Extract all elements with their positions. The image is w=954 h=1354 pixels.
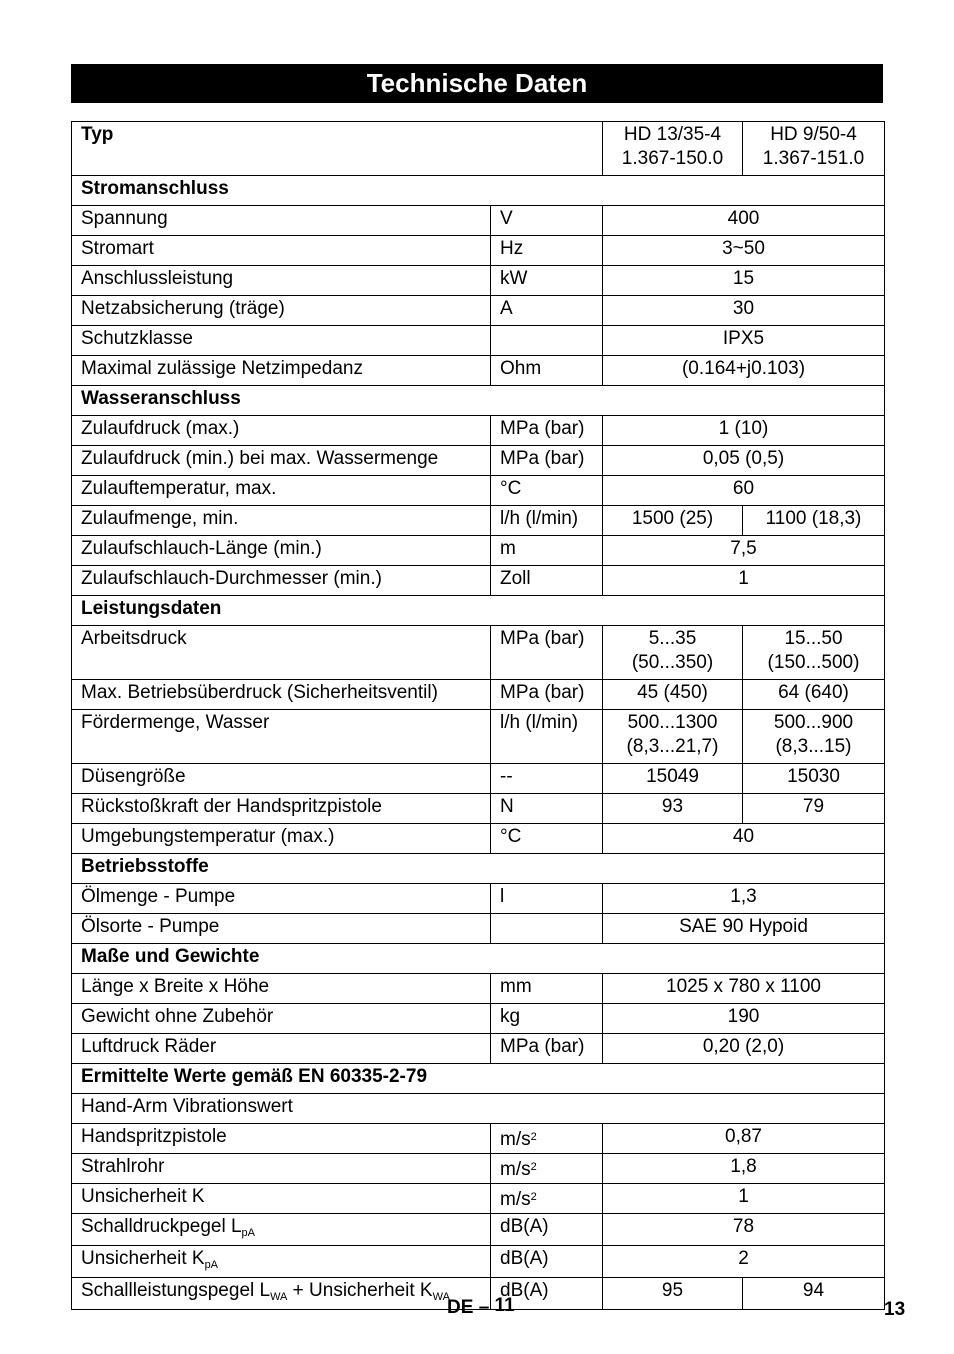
table-row xyxy=(72,506,885,536)
footer-language-page xyxy=(447,1297,515,1319)
model-2-header xyxy=(743,122,885,176)
row-value-model-2: 64 (640) xyxy=(743,680,885,710)
section-row xyxy=(72,944,885,974)
table-row xyxy=(72,680,885,710)
section-row xyxy=(72,176,885,206)
row-value: 1 (10) xyxy=(603,416,885,446)
table-row xyxy=(72,824,885,854)
row-value-model-1: 15049 xyxy=(603,764,743,794)
row-value-model-2: 15030 xyxy=(743,764,885,794)
row-unit xyxy=(491,566,603,596)
row-value: SAE 90 Hypoid xyxy=(603,914,885,944)
table-row xyxy=(72,1004,885,1034)
section-row xyxy=(72,1064,885,1094)
table-row xyxy=(72,296,885,326)
row-unit-text: Hz xyxy=(500,238,524,259)
row-unit-text: dB(A) xyxy=(500,1280,549,1301)
row-label xyxy=(72,1184,491,1214)
row-label xyxy=(72,1124,491,1154)
footer-dash: – xyxy=(478,1297,490,1318)
table-row xyxy=(72,206,885,236)
row-value-model-2: 1100 (18,3) xyxy=(743,506,885,536)
row-value: 30 xyxy=(603,296,885,326)
row-label xyxy=(72,266,491,296)
row-value: 1,3 xyxy=(603,884,885,914)
row-label-text: Düsengröße xyxy=(81,766,186,787)
row-label-text: Länge x Breite x Höhe xyxy=(81,976,270,997)
row-value: 0,05 (0,5) xyxy=(603,446,885,476)
row-unit xyxy=(491,236,603,266)
row-value-model-2 xyxy=(743,710,885,764)
table-row xyxy=(72,974,885,1004)
row-unit-text: l xyxy=(500,886,505,907)
row-label xyxy=(72,416,491,446)
value-line-1: 500...900 xyxy=(773,712,854,733)
row-label xyxy=(72,506,491,536)
row-label-text: Zulauftemperatur, max. xyxy=(81,478,277,499)
row-unit-text: MPa (bar) xyxy=(500,628,585,649)
row-label-text: Unsicherheit K xyxy=(81,1248,205,1269)
section-row xyxy=(72,854,885,884)
table-row xyxy=(72,914,885,944)
row-label-text: Luftdruck Räder xyxy=(81,1036,217,1057)
footer-lang-page: 11 xyxy=(494,1295,515,1316)
row-unit-text: MPa (bar) xyxy=(500,1036,585,1057)
section-heading: Wasseranschluss xyxy=(72,386,885,416)
table-row xyxy=(72,626,885,680)
row-label xyxy=(72,1004,491,1034)
table-row xyxy=(72,266,885,296)
row-label xyxy=(72,446,491,476)
model-2-name: HD 9/50-4 xyxy=(770,124,857,145)
row-value: 2 xyxy=(603,1246,885,1278)
section-heading: Stromanschluss xyxy=(72,176,885,206)
row-label-text: Maximal zulässige Netzimpedanz xyxy=(81,358,363,379)
row-label-text: Zulaufmenge, min. xyxy=(81,508,239,529)
row-label-text: Handspritzpistole xyxy=(81,1126,227,1147)
row-label xyxy=(72,1214,491,1246)
row-unit-text: dB(A) xyxy=(500,1248,549,1269)
row-label xyxy=(72,764,491,794)
table-row xyxy=(72,1124,885,1154)
row-label xyxy=(72,566,491,596)
row-label-text: Gewicht ohne Zubehör xyxy=(81,1006,274,1027)
row-unit xyxy=(491,206,603,236)
table-row xyxy=(72,476,885,506)
row-unit xyxy=(491,506,603,536)
page-number: 13 xyxy=(884,1299,906,1320)
row-unit-text: MPa (bar) xyxy=(500,682,585,703)
section-heading: Ermittelte Werte gemäß EN 60335-2-79 xyxy=(72,1064,885,1094)
table-row xyxy=(72,536,885,566)
section-row xyxy=(72,386,885,416)
row-value-model-2 xyxy=(743,626,885,680)
row-unit-superscript: 2 xyxy=(530,1161,537,1173)
value-line-1: 5...35 xyxy=(648,628,697,649)
row-unit-superscript: 2 xyxy=(530,1131,537,1143)
row-value: 1 xyxy=(603,1184,885,1214)
row-label xyxy=(72,680,491,710)
row-unit xyxy=(491,1004,603,1034)
row-unit xyxy=(491,1034,603,1064)
row-value: 400 xyxy=(603,206,885,236)
table-row xyxy=(72,566,885,596)
row-label-text: Umgebungstemperatur (max.) xyxy=(81,826,335,847)
row-unit xyxy=(491,356,603,386)
row-value-model-1 xyxy=(603,710,743,764)
row-label-text: Max. Betriebsüberdruck (Sicherheitsventil) xyxy=(81,682,438,703)
row-value-model-1: 95 xyxy=(603,1278,743,1310)
row-unit-text: MPa (bar) xyxy=(500,448,585,469)
row-unit xyxy=(491,974,603,1004)
row-unit-superscript: 2 xyxy=(530,1191,537,1203)
technical-data-table xyxy=(71,121,885,1310)
value-line-1: 15...50 xyxy=(784,628,843,649)
row-label-text: Schallleistungspegel L xyxy=(81,1280,271,1301)
row-value-model-2: 94 xyxy=(743,1278,885,1310)
row-label xyxy=(72,794,491,824)
row-label xyxy=(72,476,491,506)
row-label xyxy=(72,1034,491,1064)
row-value: 3~50 xyxy=(603,236,885,266)
subsection-label: Hand-Arm Vibrationswert xyxy=(72,1094,885,1124)
row-label xyxy=(72,914,491,944)
section-row xyxy=(72,596,885,626)
row-label xyxy=(72,206,491,236)
row-unit-text: °C xyxy=(500,826,522,847)
row-value: 0,87 xyxy=(603,1124,885,1154)
table-row xyxy=(72,794,885,824)
row-unit xyxy=(491,536,603,566)
row-unit xyxy=(491,764,603,794)
row-value: 40 xyxy=(603,824,885,854)
row-label-text-2: + Unsicherheit K xyxy=(287,1280,433,1301)
row-unit xyxy=(491,476,603,506)
row-label-text: Unsicherheit K xyxy=(81,1186,205,1207)
value-line-2: (8,3...15) xyxy=(775,736,852,757)
row-unit-text: V xyxy=(500,208,513,229)
value-line-2: (150...500) xyxy=(767,652,860,673)
row-value: 78 xyxy=(603,1214,885,1246)
row-unit-text: -- xyxy=(500,766,513,787)
typ-label: Typ xyxy=(72,122,603,176)
row-unit-text: °C xyxy=(500,478,522,499)
row-label xyxy=(72,236,491,266)
table-header-row xyxy=(72,122,885,176)
section-heading: Maße und Gewichte xyxy=(72,944,885,974)
row-label xyxy=(72,1154,491,1184)
row-value-model-1: 45 (450) xyxy=(603,680,743,710)
row-label xyxy=(72,710,491,764)
row-label xyxy=(72,536,491,566)
row-label xyxy=(72,1278,491,1310)
row-unit xyxy=(491,1124,603,1154)
value-line-1: 500...1300 xyxy=(627,712,718,733)
row-unit-text: m/s xyxy=(500,1129,531,1150)
row-label-text: Zulaufdruck (min.) bei max. Wassermenge xyxy=(81,448,439,469)
row-label-subscript: WA xyxy=(270,1291,288,1303)
row-label-text: Strahlrohr xyxy=(81,1156,165,1177)
row-label-text: Zulaufschlauch-Durchmesser (min.) xyxy=(81,568,382,589)
row-label xyxy=(72,626,491,680)
row-unit xyxy=(491,680,603,710)
row-unit-text: mm xyxy=(500,976,532,997)
table-row xyxy=(72,356,885,386)
row-label-subscript: pA xyxy=(241,1227,256,1239)
table-row xyxy=(72,710,885,764)
row-unit-text: Ohm xyxy=(500,358,542,379)
row-label-subscript: pA xyxy=(204,1259,219,1271)
table-row xyxy=(72,1246,885,1278)
row-value: 190 xyxy=(603,1004,885,1034)
row-unit xyxy=(491,626,603,680)
table-row xyxy=(72,416,885,446)
row-label-text: Arbeitsdruck xyxy=(81,628,187,649)
row-unit xyxy=(491,1246,603,1278)
row-value: (0.164+j0.103) xyxy=(603,356,885,386)
row-unit xyxy=(491,416,603,446)
row-unit xyxy=(491,710,603,764)
row-unit-text: A xyxy=(500,298,513,319)
row-value: 60 xyxy=(603,476,885,506)
row-unit xyxy=(491,1184,603,1214)
value-line-2: (50...350) xyxy=(631,652,714,673)
row-value: 1025 x 780 x 1100 xyxy=(603,974,885,1004)
section-heading: Betriebsstoffe xyxy=(72,854,885,884)
row-label-text: Schutzklasse xyxy=(81,328,193,349)
row-label-text: Schalldruckpegel L xyxy=(81,1216,242,1237)
row-label-text: Anschlussleistung xyxy=(81,268,234,289)
row-label xyxy=(72,1246,491,1278)
model-1-number: 1.367-150.0 xyxy=(621,148,724,169)
row-unit-text: N xyxy=(500,796,514,817)
row-label-text: Rückstoßkraft der Handspritzpistole xyxy=(81,796,382,817)
row-label xyxy=(72,326,491,356)
row-unit-text: l/h (l/min) xyxy=(500,508,579,529)
row-unit xyxy=(491,326,603,356)
row-label-text: Ölsorte - Pumpe xyxy=(81,916,220,937)
row-unit xyxy=(491,794,603,824)
row-unit-text: l/h (l/min) xyxy=(500,712,579,733)
row-unit xyxy=(491,824,603,854)
model-1-name: HD 13/35-4 xyxy=(623,124,722,145)
row-unit xyxy=(491,296,603,326)
row-unit-text: kW xyxy=(500,268,528,289)
footer-lang: DE xyxy=(447,1297,474,1318)
table-row xyxy=(72,1184,885,1214)
table-row xyxy=(72,326,885,356)
row-label-text: Netzabsicherung (träge) xyxy=(81,298,285,319)
table-row xyxy=(72,1034,885,1064)
row-unit-text: m/s xyxy=(500,1159,531,1180)
row-label-text: Zulaufdruck (max.) xyxy=(81,418,240,439)
row-value-model-1 xyxy=(603,626,743,680)
row-unit xyxy=(491,1154,603,1184)
row-label-subscript-2: WA xyxy=(432,1291,450,1303)
table-row xyxy=(72,1154,885,1184)
row-unit-text: MPa (bar) xyxy=(500,418,585,439)
row-label-text: Fördermenge, Wasser xyxy=(81,712,270,733)
row-label xyxy=(72,974,491,1004)
table-row xyxy=(72,764,885,794)
row-unit xyxy=(491,1214,603,1246)
table-row xyxy=(72,1094,885,1124)
table-row xyxy=(72,236,885,266)
row-label xyxy=(72,356,491,386)
row-unit xyxy=(491,446,603,476)
row-label xyxy=(72,296,491,326)
row-value: 15 xyxy=(603,266,885,296)
row-unit-text: kg xyxy=(500,1006,521,1027)
row-label xyxy=(72,824,491,854)
table-row xyxy=(72,446,885,476)
row-label-text: Spannung xyxy=(81,208,168,229)
row-unit-text: Zoll xyxy=(500,568,531,589)
model-2-number: 1.367-151.0 xyxy=(762,148,865,169)
row-value: 1 xyxy=(603,566,885,596)
row-label-text: Ölmenge - Pumpe xyxy=(81,886,236,907)
row-value: 7,5 xyxy=(603,536,885,566)
table-row xyxy=(72,1214,885,1246)
row-unit-text: m xyxy=(500,538,516,559)
section-heading: Leistungsdaten xyxy=(72,596,885,626)
row-unit-text: dB(A) xyxy=(500,1216,549,1237)
row-value-model-1: 93 xyxy=(603,794,743,824)
row-value: 0,20 (2,0) xyxy=(603,1034,885,1064)
row-value-model-2: 79 xyxy=(743,794,885,824)
row-label-text: Zulaufschlauch-Länge (min.) xyxy=(81,538,322,559)
model-1-header xyxy=(603,122,743,176)
row-value: 1,8 xyxy=(603,1154,885,1184)
row-value: IPX5 xyxy=(603,326,885,356)
row-unit xyxy=(491,266,603,296)
row-value-model-1: 1500 (25) xyxy=(603,506,743,536)
value-line-2: (8,3...21,7) xyxy=(626,736,719,757)
row-unit-text: m/s xyxy=(500,1189,531,1210)
page-title: Technische Daten xyxy=(71,64,883,103)
row-label xyxy=(72,884,491,914)
row-label-text: Stromart xyxy=(81,238,154,259)
table-row xyxy=(72,884,885,914)
row-unit xyxy=(491,884,603,914)
row-unit xyxy=(491,914,603,944)
